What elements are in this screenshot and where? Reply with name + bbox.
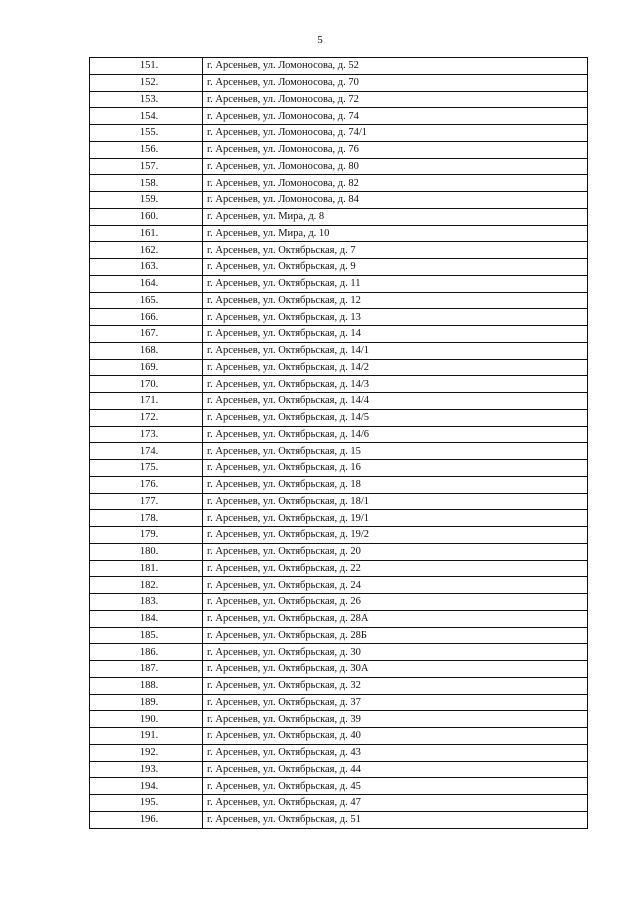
table-row [90, 644, 588, 661]
row-address: г. Арсеньев, ул. Октябрьская, д. 26 [203, 594, 588, 611]
row-address: г. Арсеньев, ул. Октябрьская, д. 18 [203, 476, 588, 493]
table-row [90, 677, 588, 694]
row-address: г. Арсеньев, ул. Октябрьская, д. 39 [203, 711, 588, 728]
row-number: 165. [90, 292, 203, 309]
row-number: 167. [90, 326, 203, 343]
table-row [90, 242, 588, 259]
row-number: 162. [90, 242, 203, 259]
row-address: г. Арсеньев, ул. Ломоносова, д. 80 [203, 158, 588, 175]
row-number: 173. [90, 426, 203, 443]
table-row [90, 175, 588, 192]
table-row [90, 58, 588, 75]
row-number: 186. [90, 644, 203, 661]
row-number: 188. [90, 677, 203, 694]
row-address: г. Арсеньев, ул. Октябрьская, д. 11 [203, 275, 588, 292]
row-number: 193. [90, 761, 203, 778]
row-number: 190. [90, 711, 203, 728]
row-address: г. Арсеньев, ул. Октябрьская, д. 30А [203, 661, 588, 678]
row-address: г. Арсеньев, ул. Октябрьская, д. 37 [203, 694, 588, 711]
row-number: 164. [90, 275, 203, 292]
row-address: г. Арсеньев, ул. Октябрьская, д. 20 [203, 543, 588, 560]
address-table [89, 57, 588, 829]
table-row [90, 359, 588, 376]
row-number: 183. [90, 594, 203, 611]
row-number: 174. [90, 443, 203, 460]
row-number: 160. [90, 208, 203, 225]
table-row [90, 493, 588, 510]
row-number: 181. [90, 560, 203, 577]
row-number: 152. [90, 74, 203, 91]
table-row [90, 141, 588, 158]
row-address: г. Арсеньев, ул. Октябрьская, д. 19/1 [203, 510, 588, 527]
table-row [90, 560, 588, 577]
table-row [90, 543, 588, 560]
row-number: 176. [90, 476, 203, 493]
row-address: г. Арсеньев, ул. Октябрьская, д. 30 [203, 644, 588, 661]
row-number: 192. [90, 744, 203, 761]
row-address: г. Арсеньев, ул. Октябрьская, д. 40 [203, 728, 588, 745]
row-address: г. Арсеньев, ул. Октябрьская, д. 51 [203, 811, 588, 828]
row-address: г. Арсеньев, ул. Октябрьская, д. 14/6 [203, 426, 588, 443]
row-number: 187. [90, 661, 203, 678]
row-number: 191. [90, 728, 203, 745]
row-address: г. Арсеньев, ул. Октябрьская, д. 28Б [203, 627, 588, 644]
table-row [90, 761, 588, 778]
table-row [90, 192, 588, 209]
table-row [90, 694, 588, 711]
row-number: 168. [90, 342, 203, 359]
table-row [90, 342, 588, 359]
table-row [90, 426, 588, 443]
row-address: г. Арсеньев, ул. Октябрьская, д. 22 [203, 560, 588, 577]
row-number: 166. [90, 309, 203, 326]
row-number: 151. [90, 58, 203, 75]
row-number: 177. [90, 493, 203, 510]
row-address: г. Арсеньев, ул. Октябрьская, д. 45 [203, 778, 588, 795]
table-row [90, 811, 588, 828]
row-number: 158. [90, 175, 203, 192]
row-address: г. Арсеньев, ул. Октябрьская, д. 14/1 [203, 342, 588, 359]
row-address: г. Арсеньев, ул. Октябрьская, д. 7 [203, 242, 588, 259]
table-row [90, 259, 588, 276]
table-row [90, 510, 588, 527]
row-number: 171. [90, 393, 203, 410]
table-row [90, 91, 588, 108]
row-address: г. Арсеньев, ул. Мира, д. 8 [203, 208, 588, 225]
table-row [90, 125, 588, 142]
row-number: 178. [90, 510, 203, 527]
row-number: 185. [90, 627, 203, 644]
row-number: 182. [90, 577, 203, 594]
table-row [90, 108, 588, 125]
row-address: г. Арсеньев, ул. Октябрьская, д. 18/1 [203, 493, 588, 510]
row-number: 153. [90, 91, 203, 108]
table-row [90, 577, 588, 594]
row-number: 163. [90, 259, 203, 276]
table-row [90, 275, 588, 292]
table-row [90, 627, 588, 644]
row-address: г. Арсеньев, ул. Ломоносова, д. 84 [203, 192, 588, 209]
row-number: 169. [90, 359, 203, 376]
table-row [90, 393, 588, 410]
table-row [90, 778, 588, 795]
row-address: г. Арсеньев, ул. Октябрьская, д. 12 [203, 292, 588, 309]
table-row [90, 795, 588, 812]
row-number: 157. [90, 158, 203, 175]
row-address: г. Арсеньев, ул. Октябрьская, д. 47 [203, 795, 588, 812]
table-row [90, 661, 588, 678]
table-row [90, 460, 588, 477]
row-address: г. Арсеньев, ул. Октябрьская, д. 43 [203, 744, 588, 761]
row-address: г. Арсеньев, ул. Октябрьская, д. 32 [203, 677, 588, 694]
row-number: 189. [90, 694, 203, 711]
row-address: г. Арсеньев, ул. Мира, д. 10 [203, 225, 588, 242]
row-address: г. Арсеньев, ул. Октябрьская, д. 15 [203, 443, 588, 460]
row-number: 155. [90, 125, 203, 142]
row-address: г. Арсеньев, ул. Ломоносова, д. 72 [203, 91, 588, 108]
table-row [90, 74, 588, 91]
row-address: г. Арсеньев, ул. Октябрьская, д. 9 [203, 259, 588, 276]
row-address: г. Арсеньев, ул. Октябрьская, д. 14/2 [203, 359, 588, 376]
table-row [90, 443, 588, 460]
row-address: г. Арсеньев, ул. Ломоносова, д. 52 [203, 58, 588, 75]
table-row [90, 309, 588, 326]
table-row [90, 476, 588, 493]
row-number: 159. [90, 192, 203, 209]
row-number: 180. [90, 543, 203, 560]
row-address: г. Арсеньев, ул. Ломоносова, д. 74 [203, 108, 588, 125]
table-row [90, 610, 588, 627]
row-number: 172. [90, 409, 203, 426]
row-address: г. Арсеньев, ул. Октябрьская, д. 14/3 [203, 376, 588, 393]
row-number: 170. [90, 376, 203, 393]
page-number: 5 [317, 34, 323, 46]
row-number: 179. [90, 527, 203, 544]
address-table-body [90, 58, 588, 829]
row-address: г. Арсеньев, ул. Ломоносова, д. 74/1 [203, 125, 588, 142]
table-row [90, 594, 588, 611]
table-row [90, 326, 588, 343]
row-number: 194. [90, 778, 203, 795]
row-number: 175. [90, 460, 203, 477]
row-number: 161. [90, 225, 203, 242]
table-row [90, 728, 588, 745]
row-address: г. Арсеньев, ул. Ломоносова, д. 76 [203, 141, 588, 158]
table-row [90, 158, 588, 175]
row-address: г. Арсеньев, ул. Ломоносова, д. 70 [203, 74, 588, 91]
table-row [90, 744, 588, 761]
row-address: г. Арсеньев, ул. Октябрьская, д. 14/5 [203, 409, 588, 426]
table-row [90, 292, 588, 309]
row-address: г. Арсеньев, ул. Октябрьская, д. 24 [203, 577, 588, 594]
row-number: 196. [90, 811, 203, 828]
row-address: г. Арсеньев, ул. Ломоносова, д. 82 [203, 175, 588, 192]
table-row [90, 409, 588, 426]
table-row [90, 225, 588, 242]
row-address: г. Арсеньев, ул. Октябрьская, д. 19/2 [203, 527, 588, 544]
row-address: г. Арсеньев, ул. Октябрьская, д. 16 [203, 460, 588, 477]
row-address: г. Арсеньев, ул. Октябрьская, д. 13 [203, 309, 588, 326]
row-number: 154. [90, 108, 203, 125]
row-number: 156. [90, 141, 203, 158]
table-row [90, 711, 588, 728]
table-row [90, 376, 588, 393]
row-address: г. Арсеньев, ул. Октябрьская, д. 14/4 [203, 393, 588, 410]
row-address: г. Арсеньев, ул. Октябрьская, д. 28А [203, 610, 588, 627]
row-address: г. Арсеньев, ул. Октябрьская, д. 44 [203, 761, 588, 778]
row-number: 195. [90, 795, 203, 812]
row-address: г. Арсеньев, ул. Октябрьская, д. 14 [203, 326, 588, 343]
table-row [90, 527, 588, 544]
row-number: 184. [90, 610, 203, 627]
table-row [90, 208, 588, 225]
